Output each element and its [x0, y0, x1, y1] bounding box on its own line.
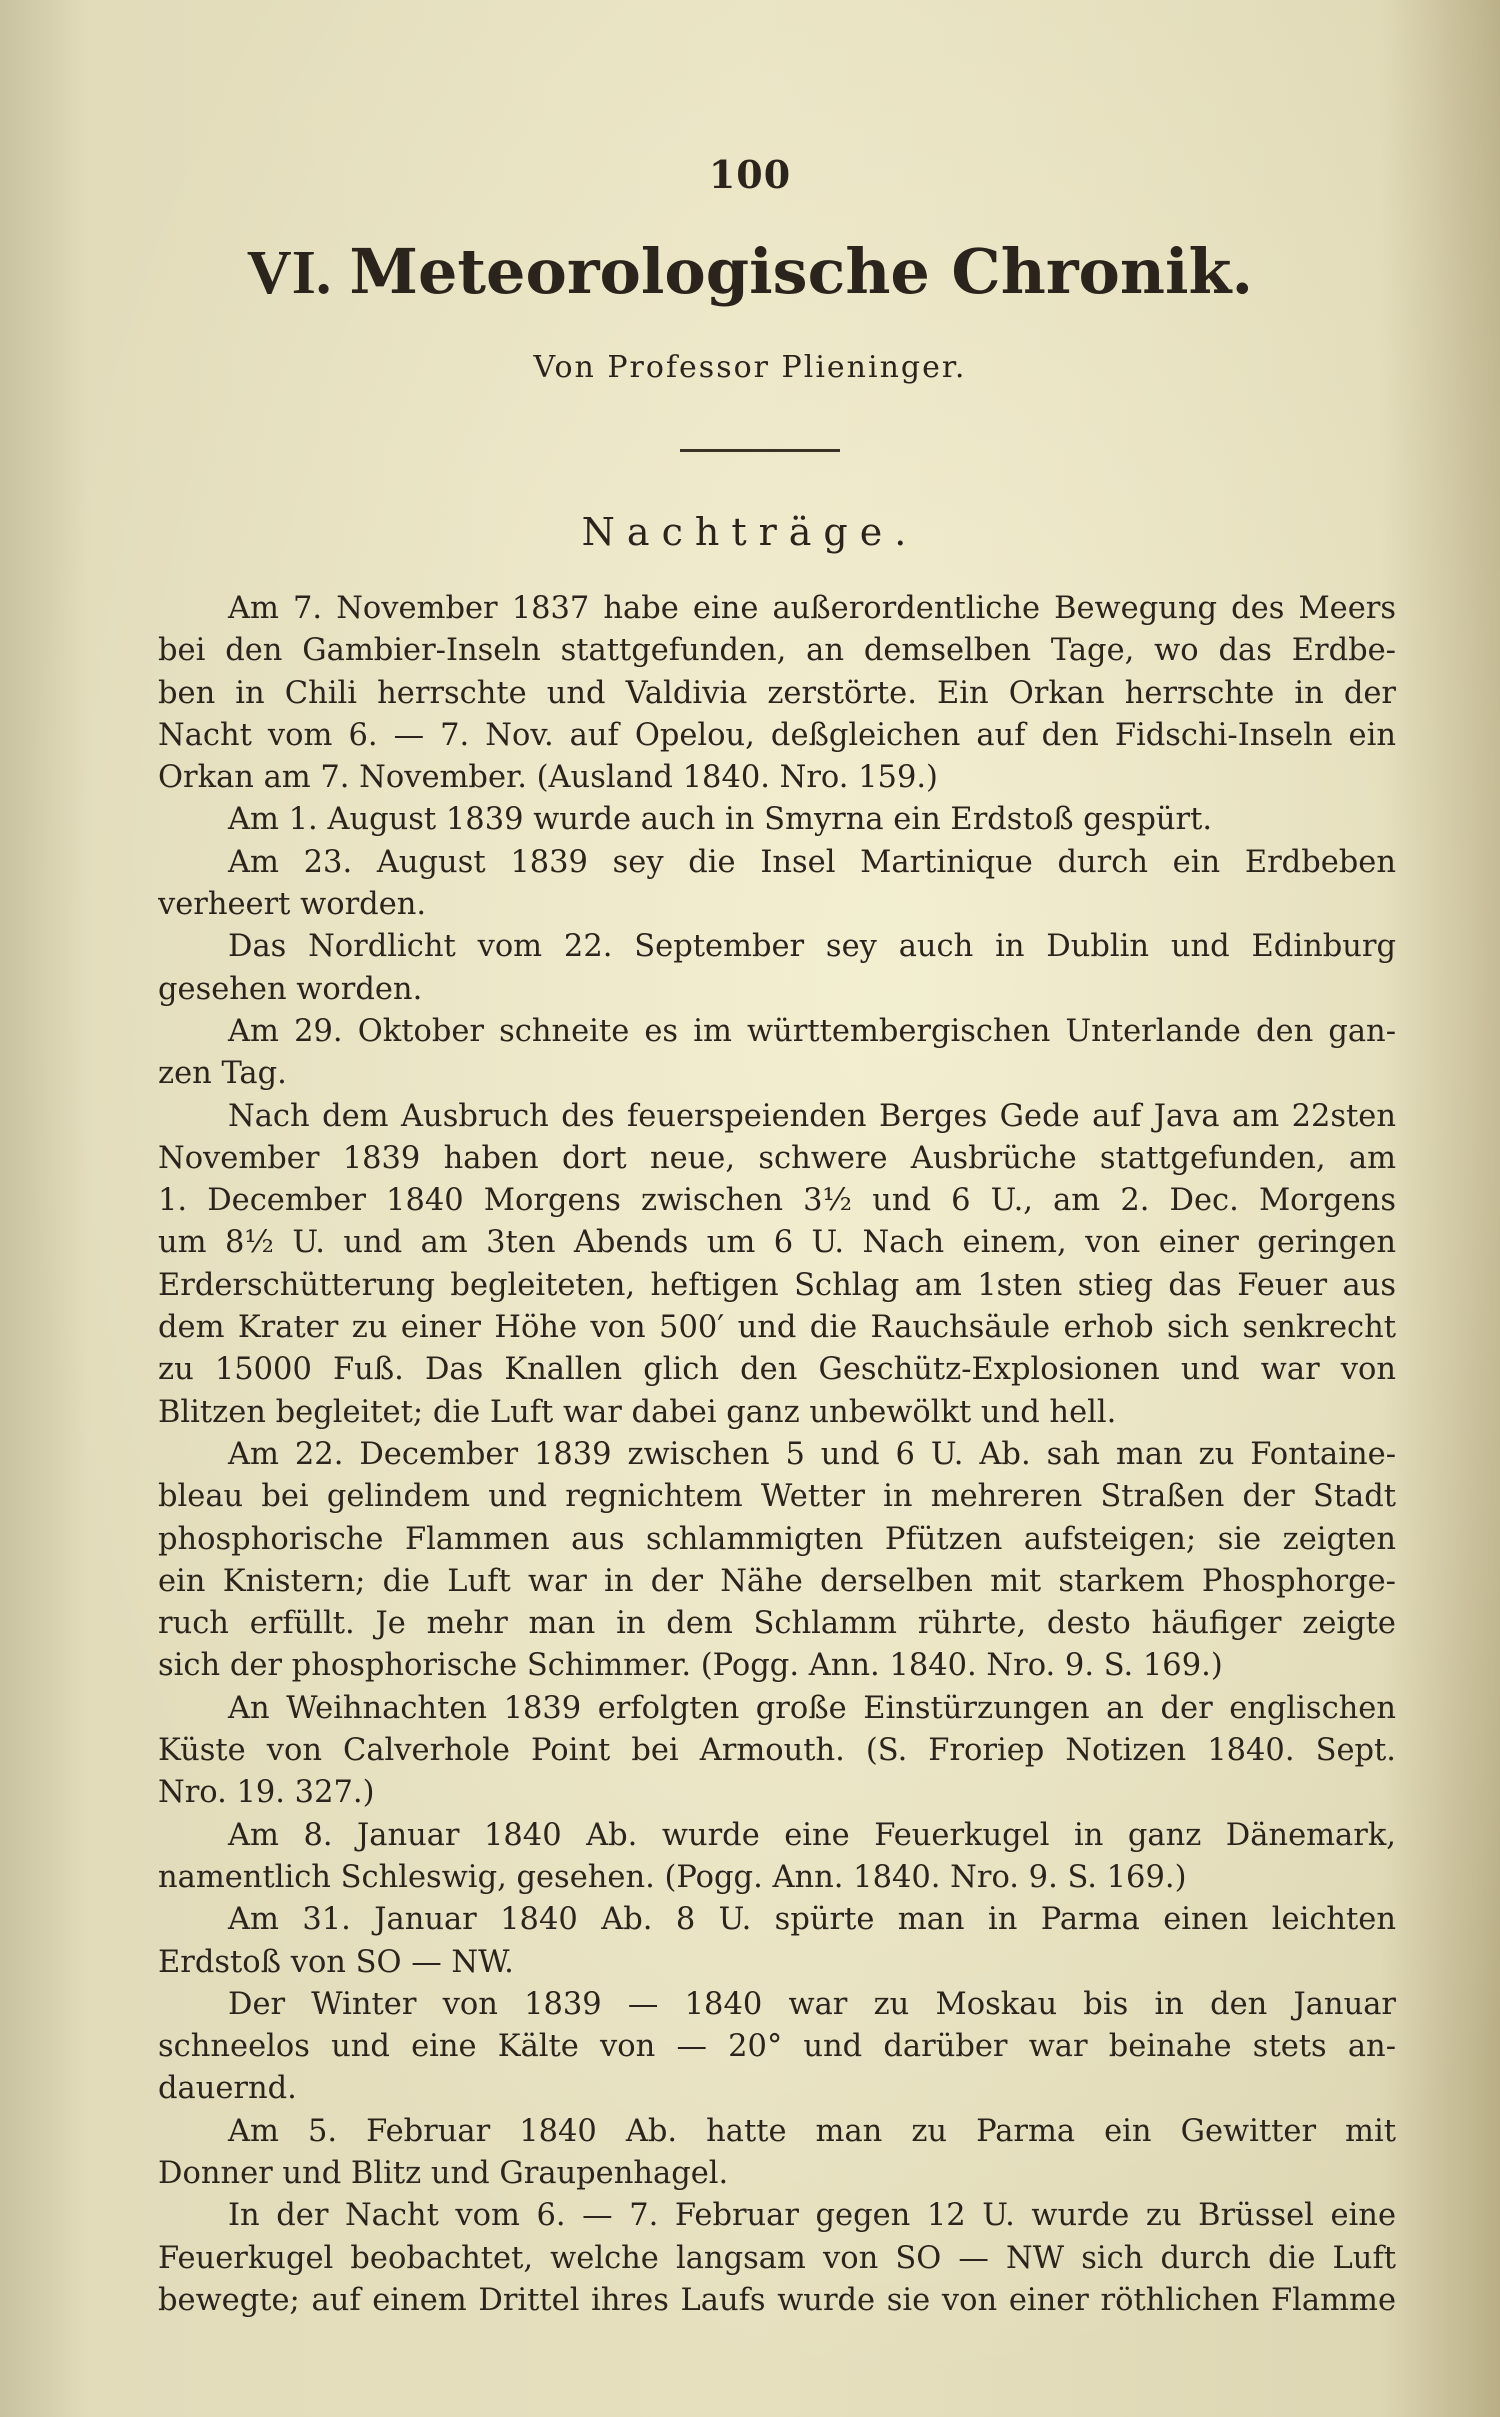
body-text: [158, 588, 1396, 2322]
text-line: dauernd.: [158, 2071, 297, 2107]
text-line: An Weihnachten 1839 erfolgten große Einstürzungen an der englischen: [228, 1690, 1396, 1726]
text-line: Das Nordlicht vom 22. September sey auch in Dublin und Edinburg: [228, 929, 1396, 965]
text-line: November 1839 haben dort neue, schwere Ausbrüche stattgefunden, am: [158, 1140, 1396, 1176]
text-line: dem Krater zu einer Höhe von 500′ und die Rauchsäule erhob sich senkrecht: [158, 1310, 1396, 1346]
text-line: In der Nacht vom 6. — 7. Februar gegen 12 U. wurde zu Brüssel eine: [228, 2198, 1396, 2234]
text-line: ben in Chili herrschte und Valdivia zerstörte. Ein Orkan herrschte in der: [158, 675, 1396, 711]
text-line: bei den Gambier-Inseln stattgefunden, an demselben Tage, wo das Erdbe-: [158, 633, 1396, 669]
text-line: Am 7. November 1837 habe eine außerordentliche Bewegung des Meers: [228, 591, 1396, 626]
text-line: Am 8. Januar 1840 Ab. wurde eine Feuerkugel in ganz Dänemark,: [228, 1817, 1396, 1853]
text-line: Am 29. Oktober schneite es im württembergischen Unterlande den gan-: [228, 1013, 1396, 1049]
text-line: Donner und Blitz und Graupenhagel.: [158, 2155, 729, 2191]
author-line: Von Professor Plieninger.: [533, 350, 967, 385]
chapter-title-text: Meteorologische Chronik.: [349, 235, 1254, 308]
chapter-title: [0, 235, 1500, 309]
text-line: ruch erfüllt. Je mehr man in dem Schlamm rührte, desto häufiger zeigte: [158, 1606, 1396, 1642]
text-line: Der Winter von 1839 — 1840 war zu Moskau bis in den Januar: [228, 1986, 1396, 2022]
text-line: Feuerkugel beobachtet, welche langsam von SO — NW sich durch die Luft: [158, 2240, 1396, 2276]
text-line: zu 15000 Fuß. Das Knallen glich den Geschütz-Explosionen und war von: [158, 1352, 1396, 1388]
separator-rule: [680, 449, 840, 452]
text-line: verheert worden.: [158, 887, 427, 923]
text-line: schneelos und eine Kälte von — 20° und darüber war beinahe stets an-: [158, 2029, 1396, 2065]
text-line: Blitzen begleitet; die Luft war dabei ganz unbewölkt und hell.: [158, 1394, 1117, 1430]
text-line: bleau bei gelindem und regnichtem Wetter in mehreren Straßen der Stadt: [158, 1479, 1396, 1515]
text-line: Nro. 19. 327.): [158, 1775, 375, 1811]
text-line: Nacht vom 6. — 7. Nov. auf Opelou, deßgleichen auf den Fidschi-Inseln ein: [158, 717, 1396, 753]
text-line: Am 22. December 1839 zwischen 5 und 6 U. Ab. sah man zu Fontaine-: [228, 1436, 1396, 1472]
text-line: um 8½ U. und am 3ten Abends um 6 U. Nach einem, von einer geringen: [158, 1225, 1396, 1261]
text-line: Orkan am 7. November. (Ausland 1840. Nro. 159.): [158, 760, 938, 796]
text-line: Erdstoß von SO — NW.: [158, 1944, 514, 1980]
text-line: Am 5. Februar 1840 Ab. hatte man zu Parma ein Gewitter mit: [228, 2113, 1396, 2149]
text-line: bewegte; auf einem Drittel ihres Laufs wurde sie von einer röthlichen Flamme: [158, 2282, 1396, 2318]
page-number: 100: [708, 152, 792, 197]
section-heading: Nachträge.: [581, 510, 919, 554]
text-line: Am 23. August 1839 sey die Insel Martinique durch ein Erdbeben: [228, 844, 1396, 880]
text-line: gesehen worden.: [158, 971, 423, 1007]
text-line: sich der phosphorische Schimmer. (Pogg. Ann. 1840. Nro. 9. S. 169.): [158, 1648, 1223, 1684]
text-line: namentlich Schleswig, gesehen. (Pogg. Ann. 1840. Nro. 9. S. 169.): [158, 1859, 1187, 1895]
text-line: Nach dem Ausbruch des feuerspeienden Berges Gede auf Java am 22sten: [228, 1098, 1396, 1134]
text-line: ein Knistern; die Luft war in der Nähe derselben mit starkem Phosphorge-: [158, 1563, 1396, 1599]
chapter-numeral: VI.: [246, 239, 332, 307]
text-line: Küste von Calverhole Point bei Armouth. (S. Froriep Notizen 1840. Sept.: [158, 1733, 1396, 1769]
text-line: 1. December 1840 Morgens zwischen 3½ und 6 U., am 2. Dec. Morgens: [158, 1183, 1396, 1219]
text-line: phosphorische Flammen aus schlammigten Pfützen aufsteigen; sie zeigten: [158, 1521, 1396, 1557]
text-line: zen Tag.: [158, 1056, 287, 1092]
text-line: Am 31. Januar 1840 Ab. 8 U. spürte man in Parma einen leichten: [228, 1902, 1396, 1938]
text-line: Am 1. August 1839 wurde auch in Smyrna ein Erdstoß gespürt.: [228, 802, 1213, 838]
text-line: Erderschütterung begleiteten, heftigen Schlag am 1sten stieg das Feuer aus: [158, 1267, 1396, 1303]
